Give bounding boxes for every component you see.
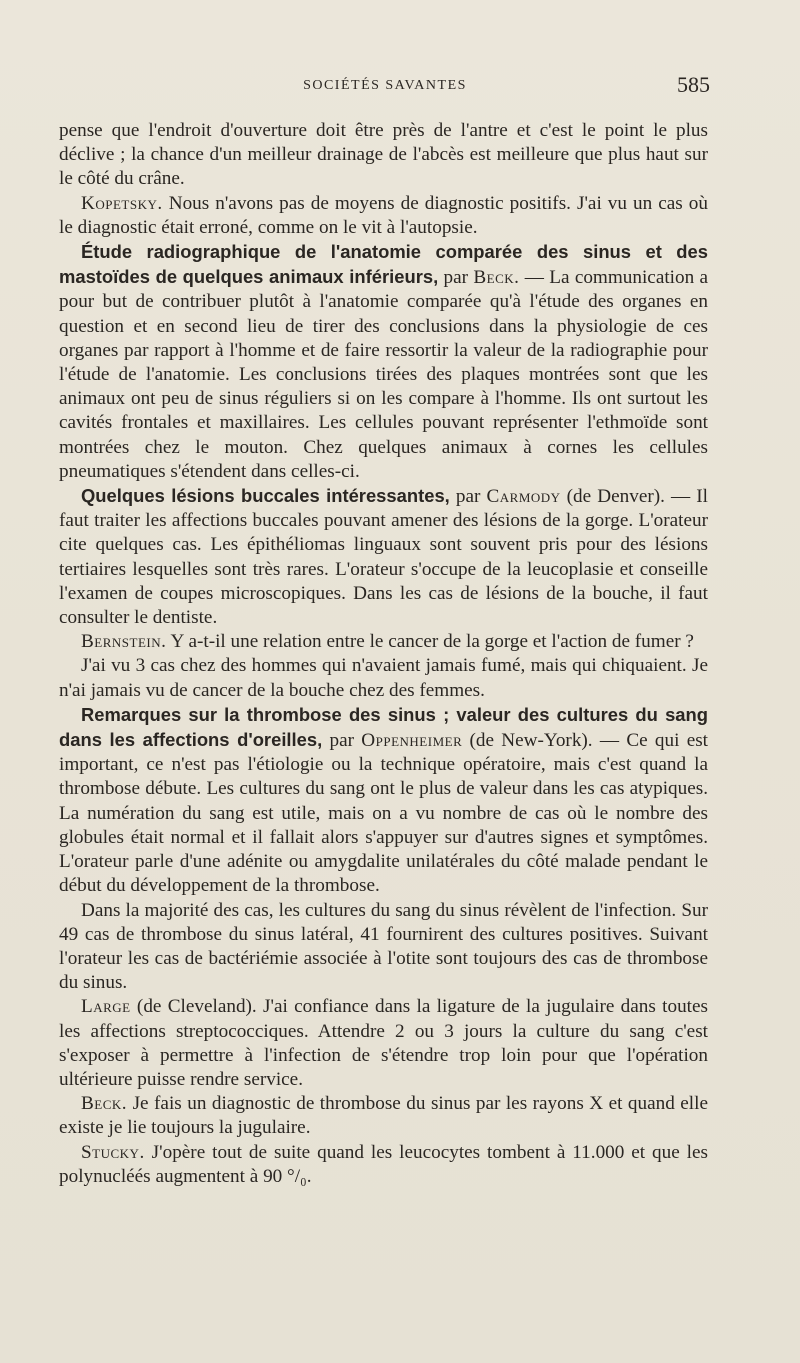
paragraph-stucky bbox=[59, 1141, 708, 1189]
author-name: Oppenheimer bbox=[361, 730, 463, 752]
author-name: Beck. bbox=[473, 267, 520, 289]
communication-title: Quelques lésions buccales intéressantes, bbox=[81, 485, 450, 507]
paragraph-large bbox=[59, 995, 708, 1092]
paragraph-text: (de Cleveland). J'ai confiance dans la ligature de la jugulaire dans toutes les affections streptococciques. Attendre 2 ou 3 jours la culture du sang c'est s'exposer à permettre à l'infection de s'étendre trop loin pour que l'opération ultérieure puisse rendre service. bbox=[59, 996, 708, 1090]
paragraph-continuation bbox=[59, 119, 708, 192]
paragraph-text: (de Denver). — Il faut traiter les affections buccales pouvant amener des lésions de la gorge. L'orateur cite quelques cas. Les épithéliomas linguaux sont souvent pris pour des lésions tertiaires lesquelles sont très rares. L'orateur s'occupe de la leucoplasie et conseille l'examen de coupes microscopiques. Dans les cas de lésions de la bouche, il faut consulter le dentiste. bbox=[59, 486, 709, 629]
speaker-name: Beck. bbox=[81, 1093, 128, 1115]
paragraph-bernstein bbox=[59, 630, 708, 654]
paragraph-text: J'opère tout de suite quand les leucocytes tombent à 11.000 et que les polynucléés augmentent à 90 °/₀. bbox=[59, 1141, 708, 1187]
by-word: par bbox=[449, 486, 487, 508]
paragraph-text: Y a-t-il une relation entre le cancer de la gorge et l'action de fumer ? bbox=[166, 631, 694, 653]
page-header bbox=[60, 72, 710, 102]
paragraph-lesions-buccales bbox=[59, 484, 708, 630]
paragraph-thrombose bbox=[59, 703, 708, 899]
paragraph-text: Dans la majorité des cas, les cultures du sang du sinus révèlent de l'infection. Sur 49 cas de thrombose du sinus latéral, 41 fournirent des cultures positives. Suivant l'orateur les cas de bactériémie associée à l'otite sont toujours des cas de thrombose du sinus. bbox=[59, 899, 708, 994]
paragraph-text: J'ai vu 3 cas chez des hommes qui n'avaient jamais fumé, mais qui chiquaient. Je n'ai jamais vu de cancer de la bouche chez des femmes. bbox=[59, 655, 708, 701]
page-number: 585 bbox=[677, 72, 710, 97]
body-text bbox=[59, 119, 708, 1189]
communication-title: Remarques sur la thrombose des sinus ; valeur des cultures du sang dans les affections d'oreilles, bbox=[59, 703, 708, 751]
paragraph-text: Je fais un diagnostic de thrombose du sinus par les rayons X et quand elle existe je lie toujours la jugulaire. bbox=[59, 1093, 708, 1139]
running-head: SOCIÉTÉS SAVANTES bbox=[303, 78, 467, 93]
paragraph-text: pense que l'endroit d'ouverture doit être près de l'antre et c'est le point le plus déclive ; la chance d'un meilleur drainage de l'abcès est meilleure que plus haut sur le côté du crâne. bbox=[59, 120, 708, 190]
communication-title: Étude radiographique de l'anatomie comparée des sinus et des mastoïdes de quelques animaux inférieurs, bbox=[59, 241, 708, 288]
speaker-name: Large bbox=[81, 996, 131, 1018]
paragraph-text: Nous n'avons pas de moyens de diagnostic positifs. J'ai vu un cas où le diagnostic était erroné, comme on le vit à l'autopsie. bbox=[59, 192, 708, 238]
paragraph-text: — La communication a pour but de contribuer plutôt à l'anatomie comparée qu'à l'étude des organes en question et en second lieu de tirer des conclusions dans la physiologie de ces organes par rapport à l'homme et de faire ressortir la valeur de la radiographie pour l'étude de l'anatomie. Les conclusions tirées des plaques montrées sont que les animaux ont peu de sinus réguliers si on les compare à l'homme. Ils ont surtout les cavités frontales et maxillaires. Les cellules pouvant représenter l'ethmoïde sont montrées chez le mouton. Chez quelques animaux à cornes les cellules pneumatiques s'étendent dans celles-ci. bbox=[59, 267, 709, 482]
by-word: par bbox=[322, 730, 362, 752]
paragraph-kopetsky bbox=[59, 192, 708, 240]
paragraph-beck bbox=[59, 1092, 708, 1140]
author-name: Carmody bbox=[486, 486, 561, 508]
by-word: par bbox=[438, 267, 474, 289]
speaker-name: Stucky. bbox=[81, 1141, 145, 1163]
paragraph-etude-radiographique bbox=[59, 240, 708, 484]
speaker-name: Bernstein. bbox=[81, 631, 167, 653]
speaker-name: Kopetsky. bbox=[81, 192, 163, 214]
paragraph-reply bbox=[59, 654, 708, 702]
paragraph-majorite bbox=[59, 899, 708, 996]
paragraph-text: (de New-York). — Ce qui est important, ce n'est pas l'étiologie ou la technique opératoire, mais c'est quand la thrombose débute. Les cultures du sang ont le plus de valeur dans les cas atypiques. La numération du sang est utile, mais on a vu nombre de cas où le nombre des globules était normal et il fallait alors s'appuyer sur d'autres signes et symptômes. L'orateur parle d'une adénite ou amygdalite unilatérales du côté malade pendant le début du développement de la thrombose. bbox=[59, 730, 709, 897]
